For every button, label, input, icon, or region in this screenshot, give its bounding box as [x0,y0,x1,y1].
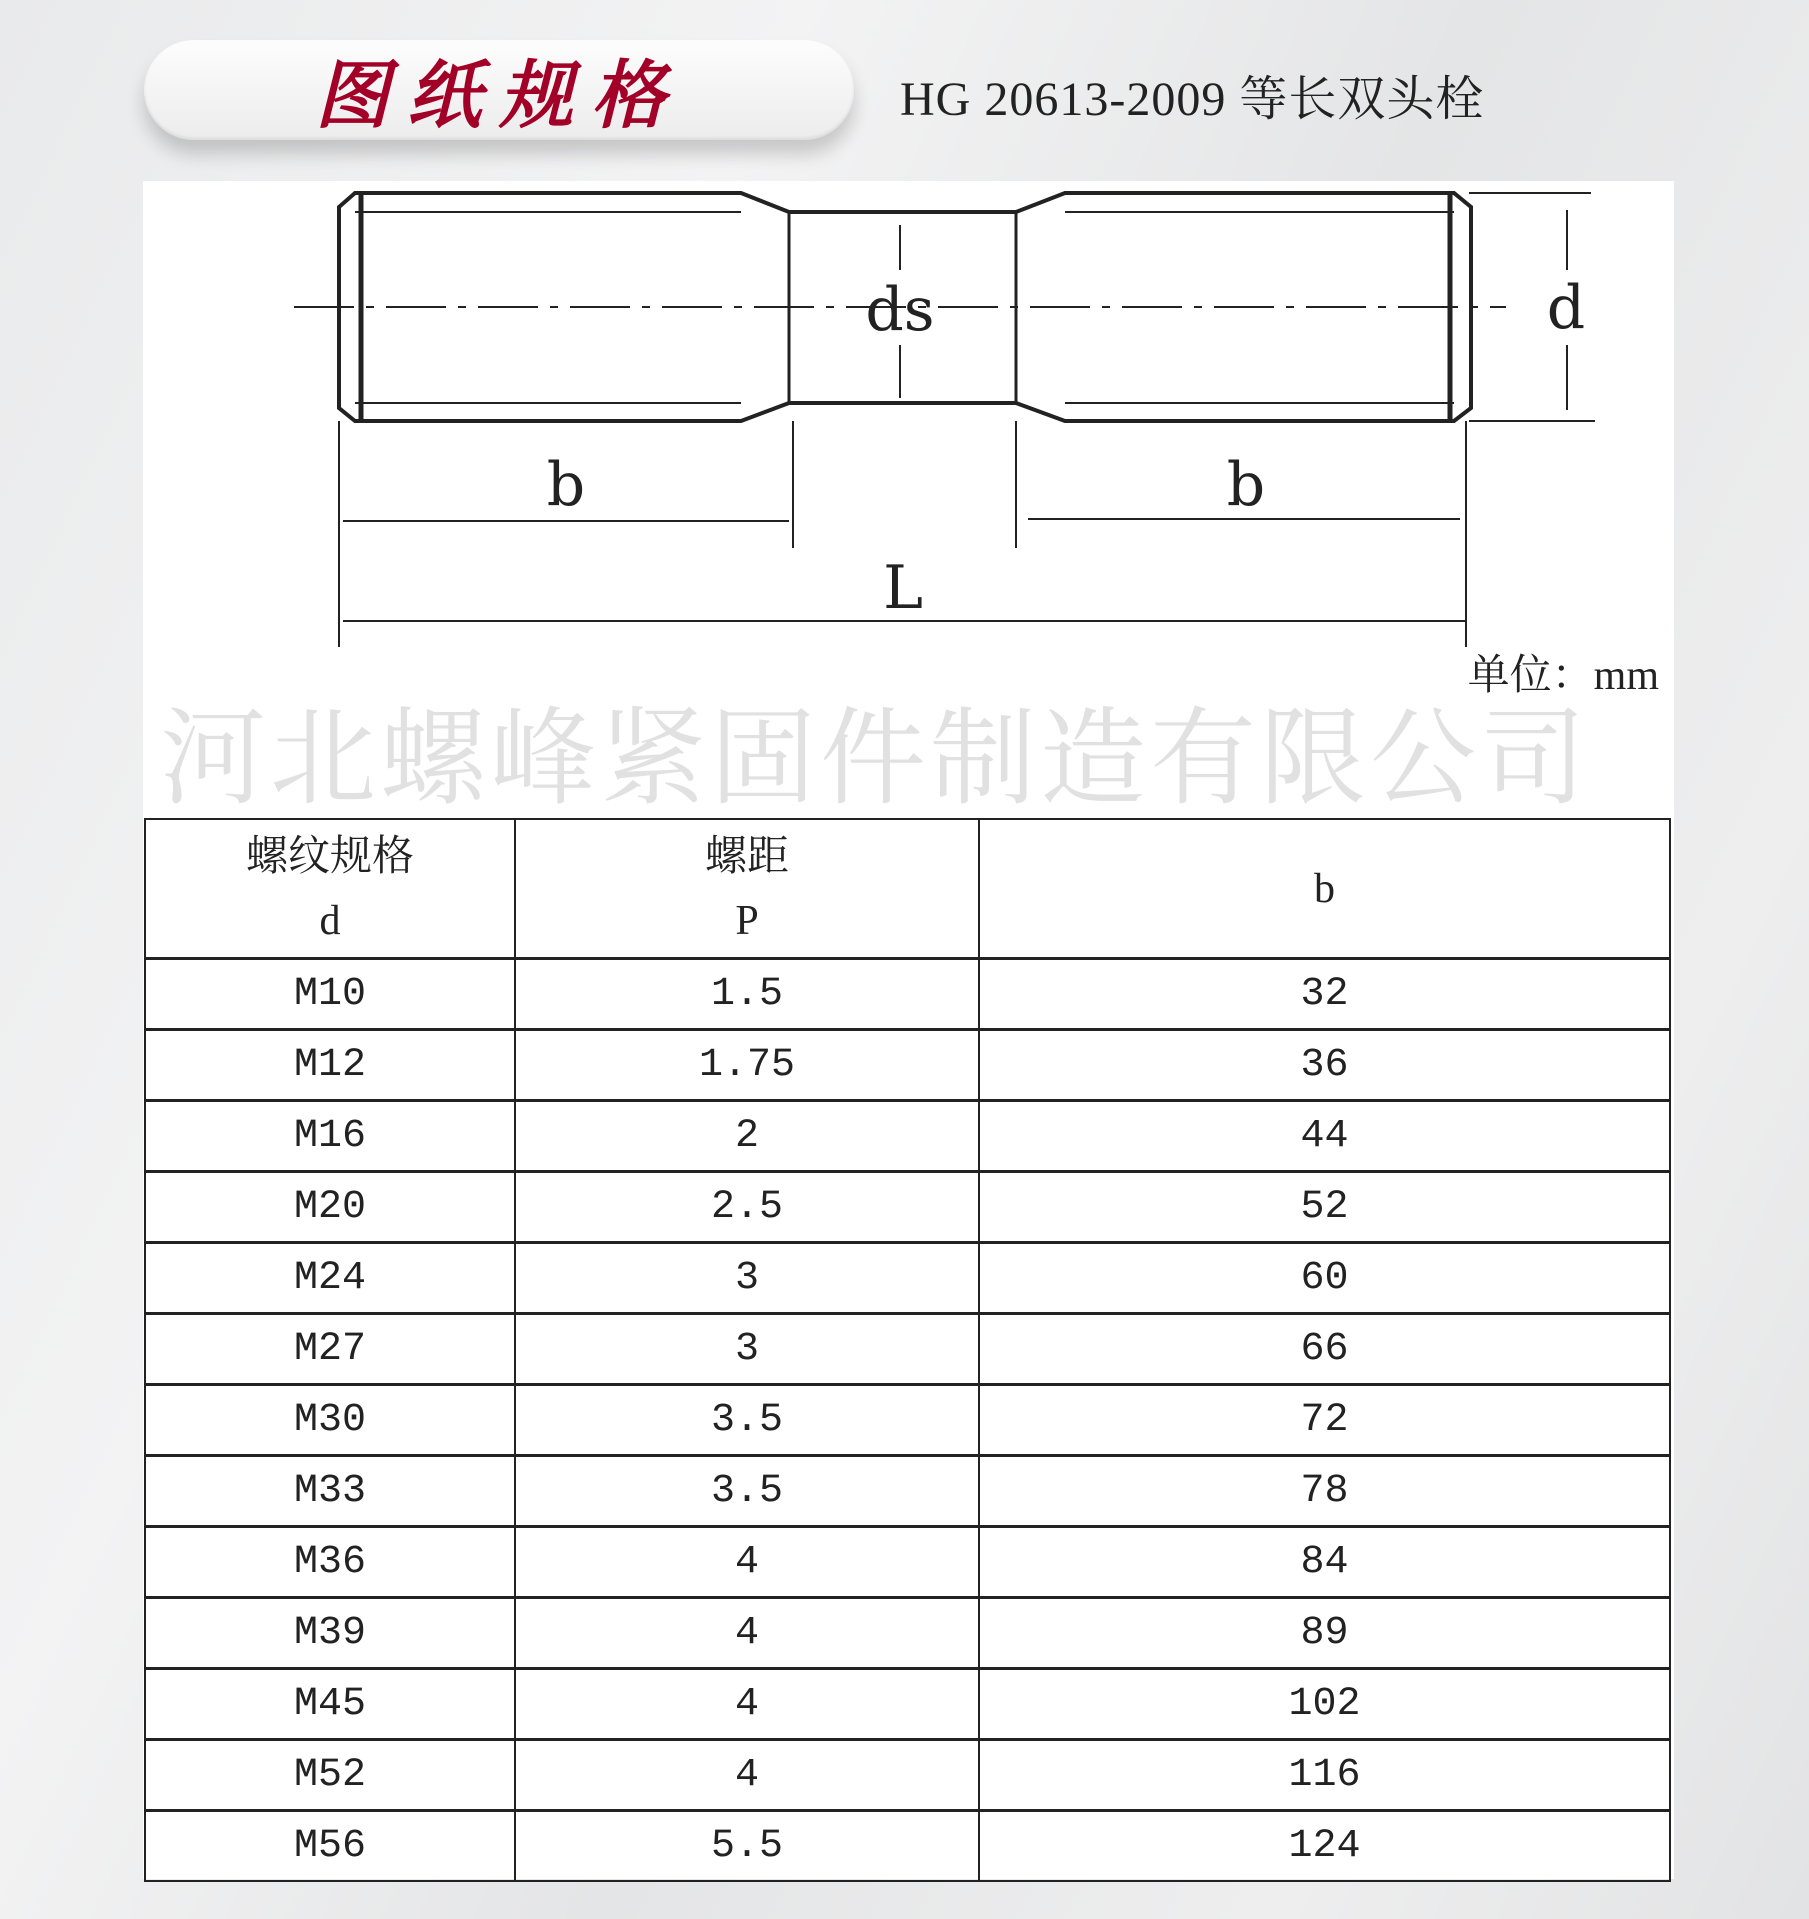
table-row [145,1811,1670,1882]
table-row [145,959,1670,1030]
table-header [145,819,1670,959]
header-pitch [515,819,979,959]
spec-table [144,818,1671,1882]
table-row [145,1101,1670,1172]
b-value-cell: 78 [979,1456,1670,1527]
table-row [145,1172,1670,1243]
thread-size-cell: M10 [145,959,515,1030]
header-symbol: d [319,897,341,944]
table-row [145,1527,1670,1598]
standard-title: HG 20613-2009 等长双头栓 [900,73,1485,126]
header-b [979,819,1670,959]
stud-bolt-drawing [0,0,1809,760]
thread-size-cell: M36 [145,1527,515,1598]
thread-size-cell: M24 [145,1243,515,1314]
b-value-cell: 52 [979,1172,1670,1243]
header-thread-spec [145,819,515,959]
thread-size-cell: M45 [145,1669,515,1740]
b-value-cell: 72 [979,1385,1670,1456]
b-value-cell: 60 [979,1243,1670,1314]
header-label: 螺纹规格 [245,833,414,880]
thread-size-cell: M33 [145,1456,515,1527]
pitch-cell: 3.5 [515,1385,979,1456]
ds-label: ds [865,275,935,345]
thread-size-cell: M56 [145,1811,515,1882]
pitch-cell: 5.5 [515,1811,979,1882]
unit-label: 单位：mm [1467,653,1659,699]
pitch-cell: 4 [515,1669,979,1740]
b-value-cell: 102 [979,1669,1670,1740]
thread-size-cell: M12 [145,1030,515,1101]
pitch-cell: 3 [515,1243,979,1314]
header-symbol: b [1314,865,1335,912]
pitch-cell: 2 [515,1101,979,1172]
header-label: 螺距 [704,833,789,880]
pitch-cell: 4 [515,1527,979,1598]
header-symbol: P [735,897,759,944]
d-label: d [1546,273,1586,343]
b-value-cell: 32 [979,959,1670,1030]
pitch-cell: 2.5 [515,1172,979,1243]
table-row [145,1030,1670,1101]
thread-size-cell: M39 [145,1598,515,1669]
L-label: L [883,553,923,623]
table-row [145,1314,1670,1385]
thread-size-cell: M16 [145,1101,515,1172]
pitch-cell: 4 [515,1598,979,1669]
b-value-cell: 44 [979,1101,1670,1172]
thread-size-cell: M52 [145,1740,515,1811]
thread-size-cell: M30 [145,1385,515,1456]
pitch-cell: 1.5 [515,959,979,1030]
table-row [145,1456,1670,1527]
page-title: 图纸规格 [315,53,683,139]
b-value-cell: 36 [979,1030,1670,1101]
table-row [145,1740,1670,1811]
b-left-label: b [546,450,586,520]
b-value-cell: 66 [979,1314,1670,1385]
b-value-cell: 124 [979,1811,1670,1882]
b-value-cell: 84 [979,1527,1670,1598]
thread-size-cell: M20 [145,1172,515,1243]
table-row [145,1669,1670,1740]
table-row [145,1243,1670,1314]
pitch-cell: 4 [515,1740,979,1811]
table-row [145,1385,1670,1456]
pitch-cell: 3 [515,1314,979,1385]
thread-size-cell: M27 [145,1314,515,1385]
pitch-cell: 1.75 [515,1030,979,1101]
b-right-label: b [1226,450,1266,520]
watermark: 河北螺峰紧固件制造有限公司 [160,697,1590,820]
b-value-cell: 89 [979,1598,1670,1669]
pitch-cell: 3.5 [515,1456,979,1527]
table-row [145,1598,1670,1669]
b-value-cell: 116 [979,1740,1670,1811]
